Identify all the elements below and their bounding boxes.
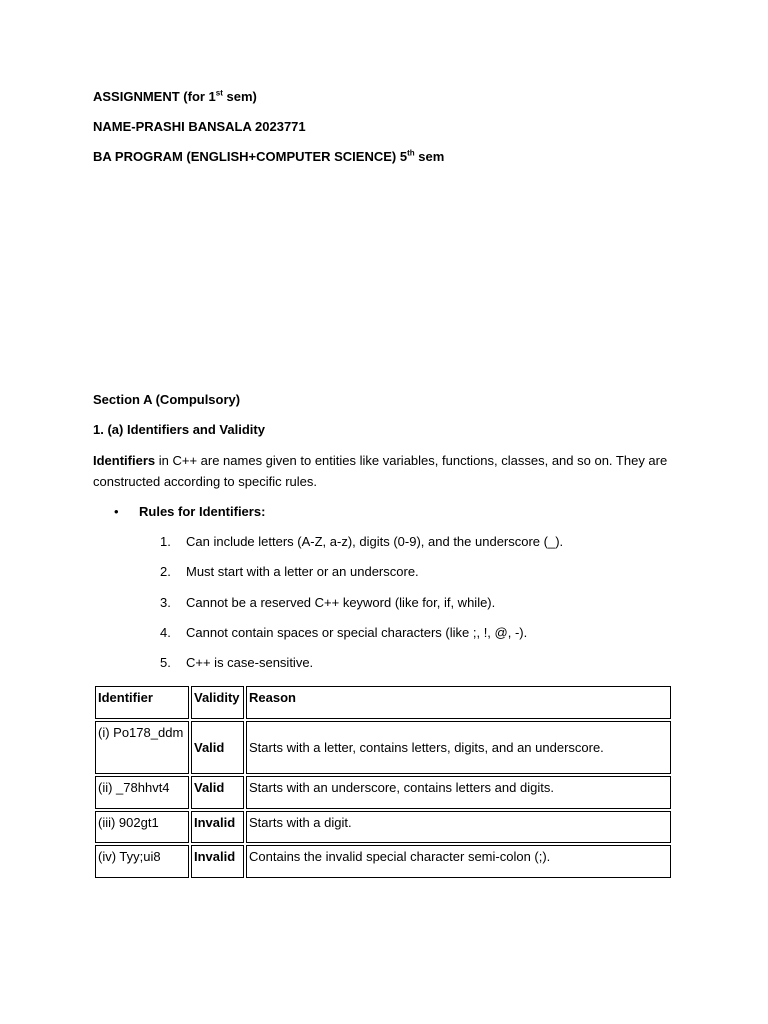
- rule-item: [160, 624, 527, 642]
- assignment-title-text: ASSIGNMENT (for 1: [93, 89, 216, 104]
- header-validity: Validity: [191, 686, 244, 719]
- section-title: Section A (Compulsory): [93, 392, 241, 407]
- cell-identifier: (iv) Tyy;ui8: [95, 845, 189, 878]
- cell-validity: Invalid: [191, 845, 244, 878]
- assignment-title-sup: st: [215, 88, 223, 98]
- bullet-icon: •: [114, 504, 119, 519]
- intro-text: in C++ are names given to entities like variables, functions, classes, and so on. They are constructed according to specific rules.: [93, 453, 668, 489]
- cell-identifier: (ii) _78hhvt4: [95, 776, 189, 809]
- identifier-table: [93, 684, 673, 880]
- cell-identifier: (i) Po178_ddm: [95, 721, 189, 774]
- cell-validity: Invalid: [191, 811, 244, 843]
- assignment-title-suffix: sem): [222, 89, 257, 104]
- header-reason: Reason: [246, 686, 671, 719]
- table-row: [95, 845, 671, 878]
- header-identifier: Identifier: [95, 686, 189, 719]
- program-line: [93, 148, 444, 166]
- rule-text: C++ is case-sensitive.: [186, 655, 314, 670]
- rule-number: 5.: [160, 655, 171, 670]
- intro-paragraph: [93, 450, 683, 492]
- question-heading: 1. (a) Identifiers and Validity: [93, 422, 265, 437]
- cell-reason: Contains the invalid special character semi-colon (;).: [246, 845, 671, 878]
- rule-number: 1.: [160, 534, 171, 549]
- cell-reason: Starts with a letter, contains letters, digits, and an underscore.: [246, 721, 671, 774]
- student-name: NAME-PRASHI BANSALA 2023771: [93, 119, 306, 134]
- table-row: [95, 776, 671, 809]
- rule-text: Cannot be a reserved C++ keyword (like for, if, while).: [186, 595, 496, 610]
- table-row: [95, 721, 671, 774]
- rule-number: 2.: [160, 564, 171, 579]
- rule-text: Can include letters (A-Z, a-z), digits (0-9), and the underscore (_).: [186, 534, 564, 549]
- table-row: [95, 811, 671, 843]
- rule-number: 3.: [160, 595, 171, 610]
- rule-text: Must start with a letter or an underscore.: [186, 564, 419, 579]
- rules-heading: Rules for Identifiers:: [139, 504, 266, 519]
- intro-bold-term: Identifiers: [93, 453, 156, 468]
- program-line-sup: th: [407, 148, 415, 158]
- rule-item: [160, 594, 495, 612]
- cell-validity: Valid: [191, 721, 244, 774]
- rule-item: [160, 563, 419, 581]
- cell-identifier: (iii) 902gt1: [95, 811, 189, 843]
- rule-item: [160, 654, 313, 672]
- table-header-row: [95, 686, 671, 719]
- program-line-suffix: sem: [414, 149, 445, 164]
- rule-text: Cannot contain spaces or special characters (like ;, !, @, -).: [186, 625, 528, 640]
- cell-validity: Valid: [191, 776, 244, 809]
- assignment-title: [93, 88, 257, 106]
- cell-reason: Starts with an underscore, contains letters and digits.: [246, 776, 671, 809]
- cell-reason: Starts with a digit.: [246, 811, 671, 843]
- rules-bullet-item: [114, 503, 265, 521]
- rule-number: 4.: [160, 625, 171, 640]
- rule-item: [160, 533, 563, 551]
- program-line-text: BA PROGRAM (ENGLISH+COMPUTER SCIENCE) 5: [93, 149, 408, 164]
